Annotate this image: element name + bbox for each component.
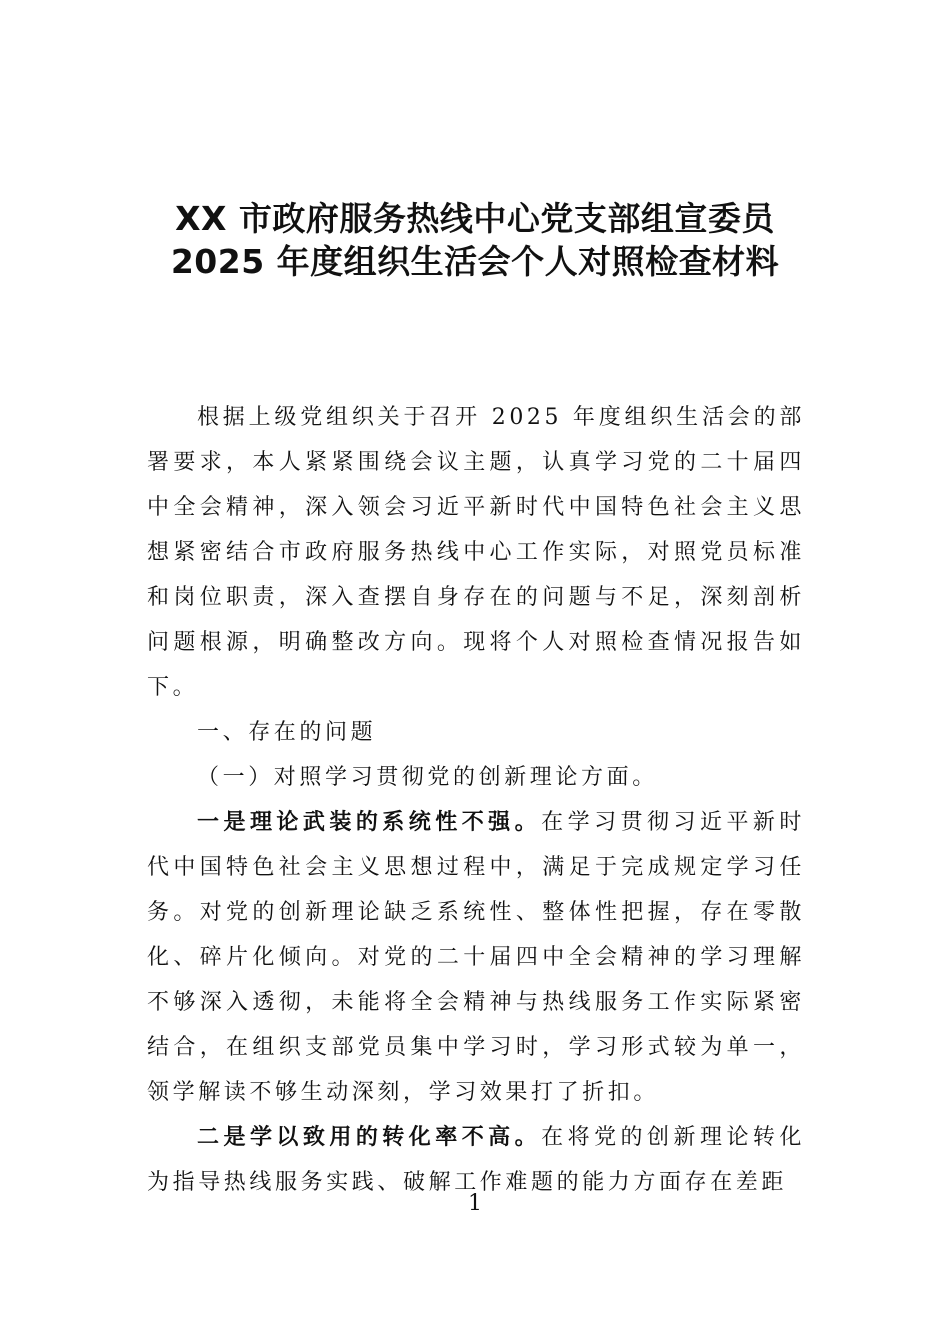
point-1-body: 在学习贯彻习近平新时代中国特色社会主义思想过程中，满足于完成规定学习任务。对党的创新理论缺乏系统性、整体性把握，存在零散化、碎片化倾向。对党的二十届四中全会精神的学习理解不够深入透彻，未能将全会精神与热线服务工作实际紧密结合，在组织支部党员集中学习时，学习形式较为单一，领学解读不够生动深刻，学习效果打了折扣。 bbox=[147, 810, 805, 1105]
document-title-line-2: 2025 年度组织生活会个人对照检查材料 bbox=[170, 242, 780, 281]
point-2-body: 在将党的创新理论转化为指导热线服务实践、破解工作难题的能力方面存在差距 bbox=[147, 1125, 805, 1195]
intro-paragraph: 根据上级党组织关于召开 2025 年度组织生活会的部署要求，本人紧紧围绕会议主题，认真学习党的二十届四中全会精神，深入领会习近平新时代中国特色社会主义思想紧密结合市政府服务热线中心工作实际，对照党员标准和岗位职责，深入查摆自身存在的问题与不足，深刻剖析问题根源，明确整改方向。现将个人对照检查情况报告如下。 bbox=[147, 405, 805, 700]
document-body bbox=[147, 395, 805, 1205]
section-heading-problems: 一、存在的问题 bbox=[197, 720, 377, 745]
subsection-heading-theory: （一）对照学习贯彻党的创新理论方面。 bbox=[197, 765, 658, 790]
point-2-lead: 二是学以致用的转化率不高。 bbox=[197, 1125, 542, 1150]
page-number: 1 bbox=[468, 1191, 482, 1216]
point-1-lead: 一是理论武装的系统性不强。 bbox=[197, 810, 542, 835]
document-title-line-1: XX 市政府服务热线中心党支部组宣委员 bbox=[175, 199, 775, 238]
point-1-paragraph bbox=[147, 800, 805, 1115]
